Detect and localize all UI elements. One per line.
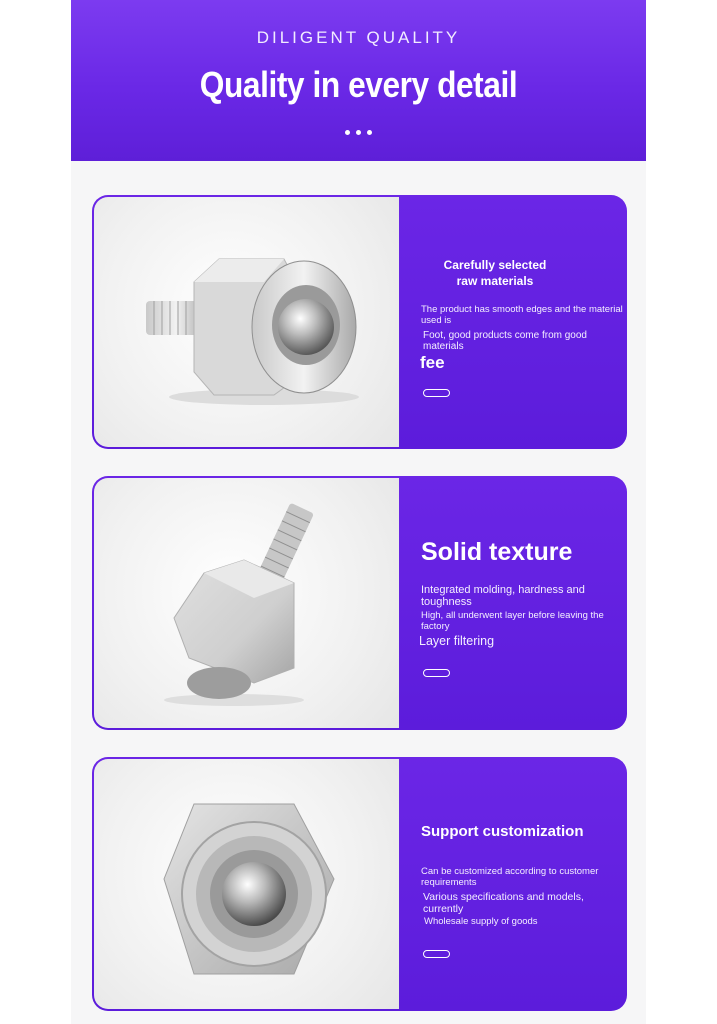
card-title: Support customization xyxy=(421,823,584,840)
card-extra-text: fee xyxy=(420,353,445,372)
card-line: The product has smooth edges and the material used is xyxy=(421,304,623,326)
feature-card-materials xyxy=(92,195,627,449)
ball-transfer-unit-image xyxy=(94,759,399,1009)
dot-icon xyxy=(367,130,372,135)
product-photo-front-view xyxy=(94,759,399,1009)
feature-card-customization xyxy=(92,757,627,1011)
card-line: Integrated molding, hardness and toughness xyxy=(421,584,585,608)
pill-decoration xyxy=(423,389,450,397)
product-detail-page xyxy=(71,0,646,1024)
card-line: Foot, good products come from good materials xyxy=(423,330,587,352)
hero-eyebrow: DILIGENT QUALITY xyxy=(256,28,461,47)
ball-transfer-unit-image xyxy=(94,197,399,447)
pill-decoration xyxy=(423,669,450,677)
pill-decoration xyxy=(423,950,450,958)
product-photo-side-view xyxy=(94,197,399,447)
ball-transfer-unit-image xyxy=(94,478,399,728)
card-title: Solid texture xyxy=(421,538,573,566)
card-title: Carefully selected raw materials xyxy=(443,258,547,288)
card-line: Layer filtering xyxy=(419,634,495,648)
dot-icon xyxy=(356,130,361,135)
card-line: Wholesale supply of goods xyxy=(424,916,538,927)
card-line: Can be customized according to customer requirements xyxy=(421,866,599,888)
hero-title: Quality in every detail xyxy=(199,64,518,105)
hero-banner xyxy=(71,0,646,161)
feature-card-texture xyxy=(92,476,627,730)
hero-dots-decoration xyxy=(71,130,646,135)
product-photo-angled-view xyxy=(94,478,399,728)
card-line: High, all underwent layer before leaving the factory xyxy=(421,610,604,632)
dot-icon xyxy=(345,130,350,135)
card-line: Various specifications and models, currently xyxy=(423,891,584,915)
